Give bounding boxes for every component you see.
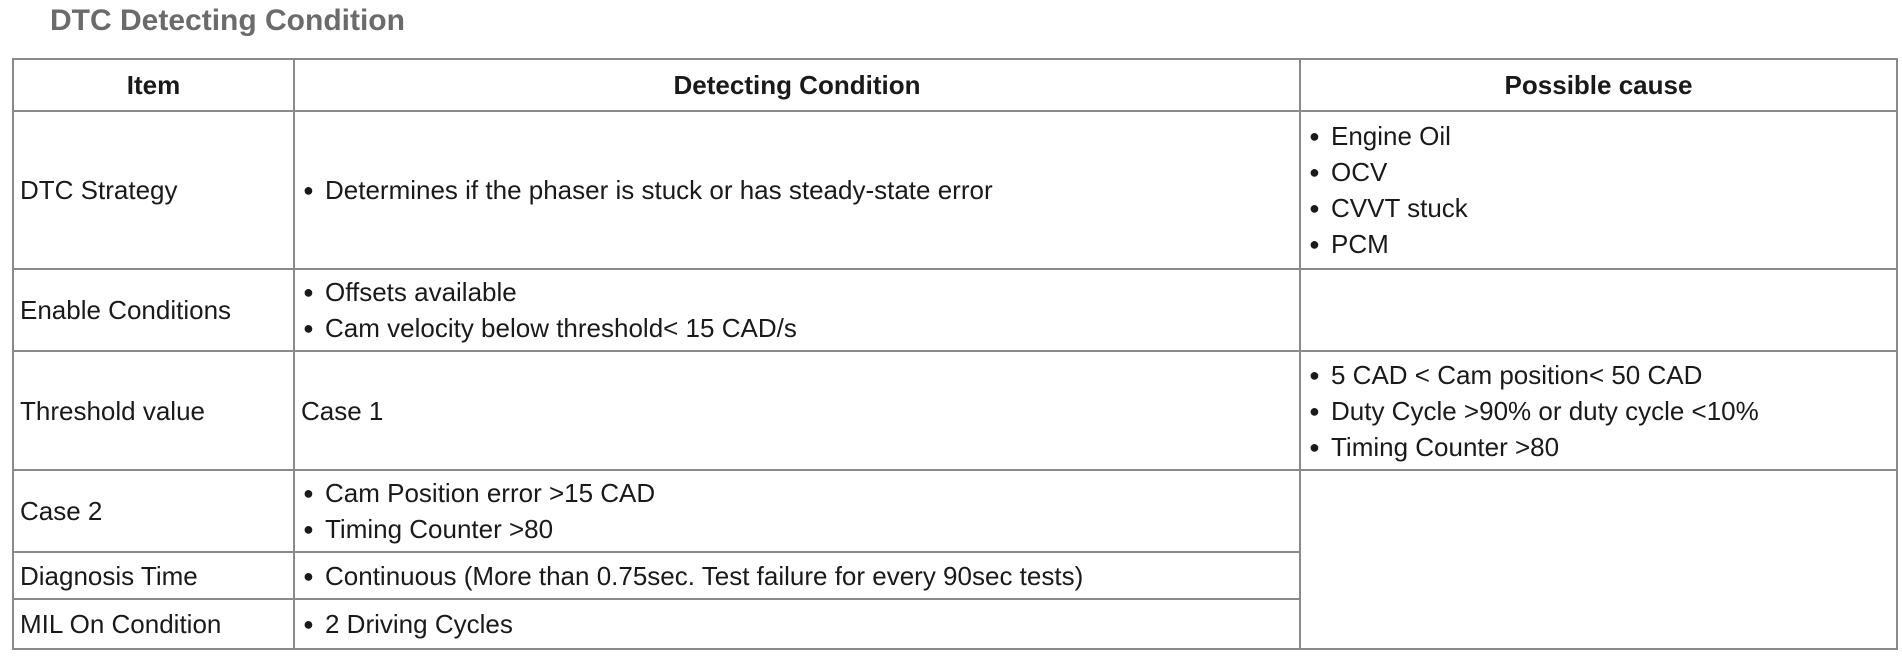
cause-cell-empty [1300, 269, 1897, 351]
condition-cell [294, 552, 1300, 599]
table-row [13, 351, 1897, 470]
row-item-dtc-strategy: DTC Strategy [13, 111, 294, 269]
table-row [13, 111, 1897, 269]
bullet-item: ● Offsets available [301, 274, 1293, 310]
condition-cell: Case 1 [294, 351, 1300, 470]
page-title: DTC Detecting Condition [50, 4, 405, 37]
bullet-item: ● 5 CAD < Cam position< 50 CAD [1307, 357, 1890, 393]
condition-cell [294, 599, 1300, 649]
bullet-item: ● Determines if the phaser is stuck or has steady-state error [301, 172, 1293, 208]
bullet-item: ● CVVT stuck [1307, 190, 1890, 226]
table-row [13, 470, 1897, 552]
bullet-item: ● Cam Position error >15 CAD [301, 475, 1293, 511]
dtc-table [12, 58, 1898, 650]
bullet-item: ● Timing Counter >80 [1307, 429, 1890, 465]
row-item-enable-conditions: Enable Conditions [13, 269, 294, 351]
cause-cell [1300, 111, 1897, 269]
row-item-threshold-value: Threshold value [13, 351, 294, 470]
row-item-case-2: Case 2 [13, 470, 294, 552]
row-item-mil-on-condition: MIL On Condition [13, 599, 294, 649]
cause-cell [1300, 351, 1897, 470]
bullet-item: ● Timing Counter >80 [301, 511, 1293, 547]
header-possible-cause: Possible cause [1300, 59, 1897, 111]
header-detecting-condition: Detecting Condition [294, 59, 1300, 111]
table-row [13, 269, 1897, 351]
bullet-item: ● OCV [1307, 154, 1890, 190]
row-item-diagnosis-time: Diagnosis Time [13, 552, 294, 599]
table-header-row [13, 59, 1897, 111]
bullet-item: ● 2 Driving Cycles [301, 606, 1293, 642]
bullet-item: ● PCM [1307, 226, 1890, 262]
bullet-item: ● Continuous (More than 0.75sec. Test failure for every 90sec tests) [301, 558, 1293, 594]
bullet-item: ● Engine Oil [1307, 118, 1890, 154]
bullet-item: ● Cam velocity below threshold< 15 CAD/s [301, 310, 1293, 346]
bullet-item: ● Duty Cycle >90% or duty cycle <10% [1307, 393, 1890, 429]
condition-cell [294, 470, 1300, 552]
condition-cell [294, 269, 1300, 351]
cause-cell-empty [1300, 470, 1897, 649]
header-item: Item [13, 59, 294, 111]
condition-cell [294, 111, 1300, 269]
